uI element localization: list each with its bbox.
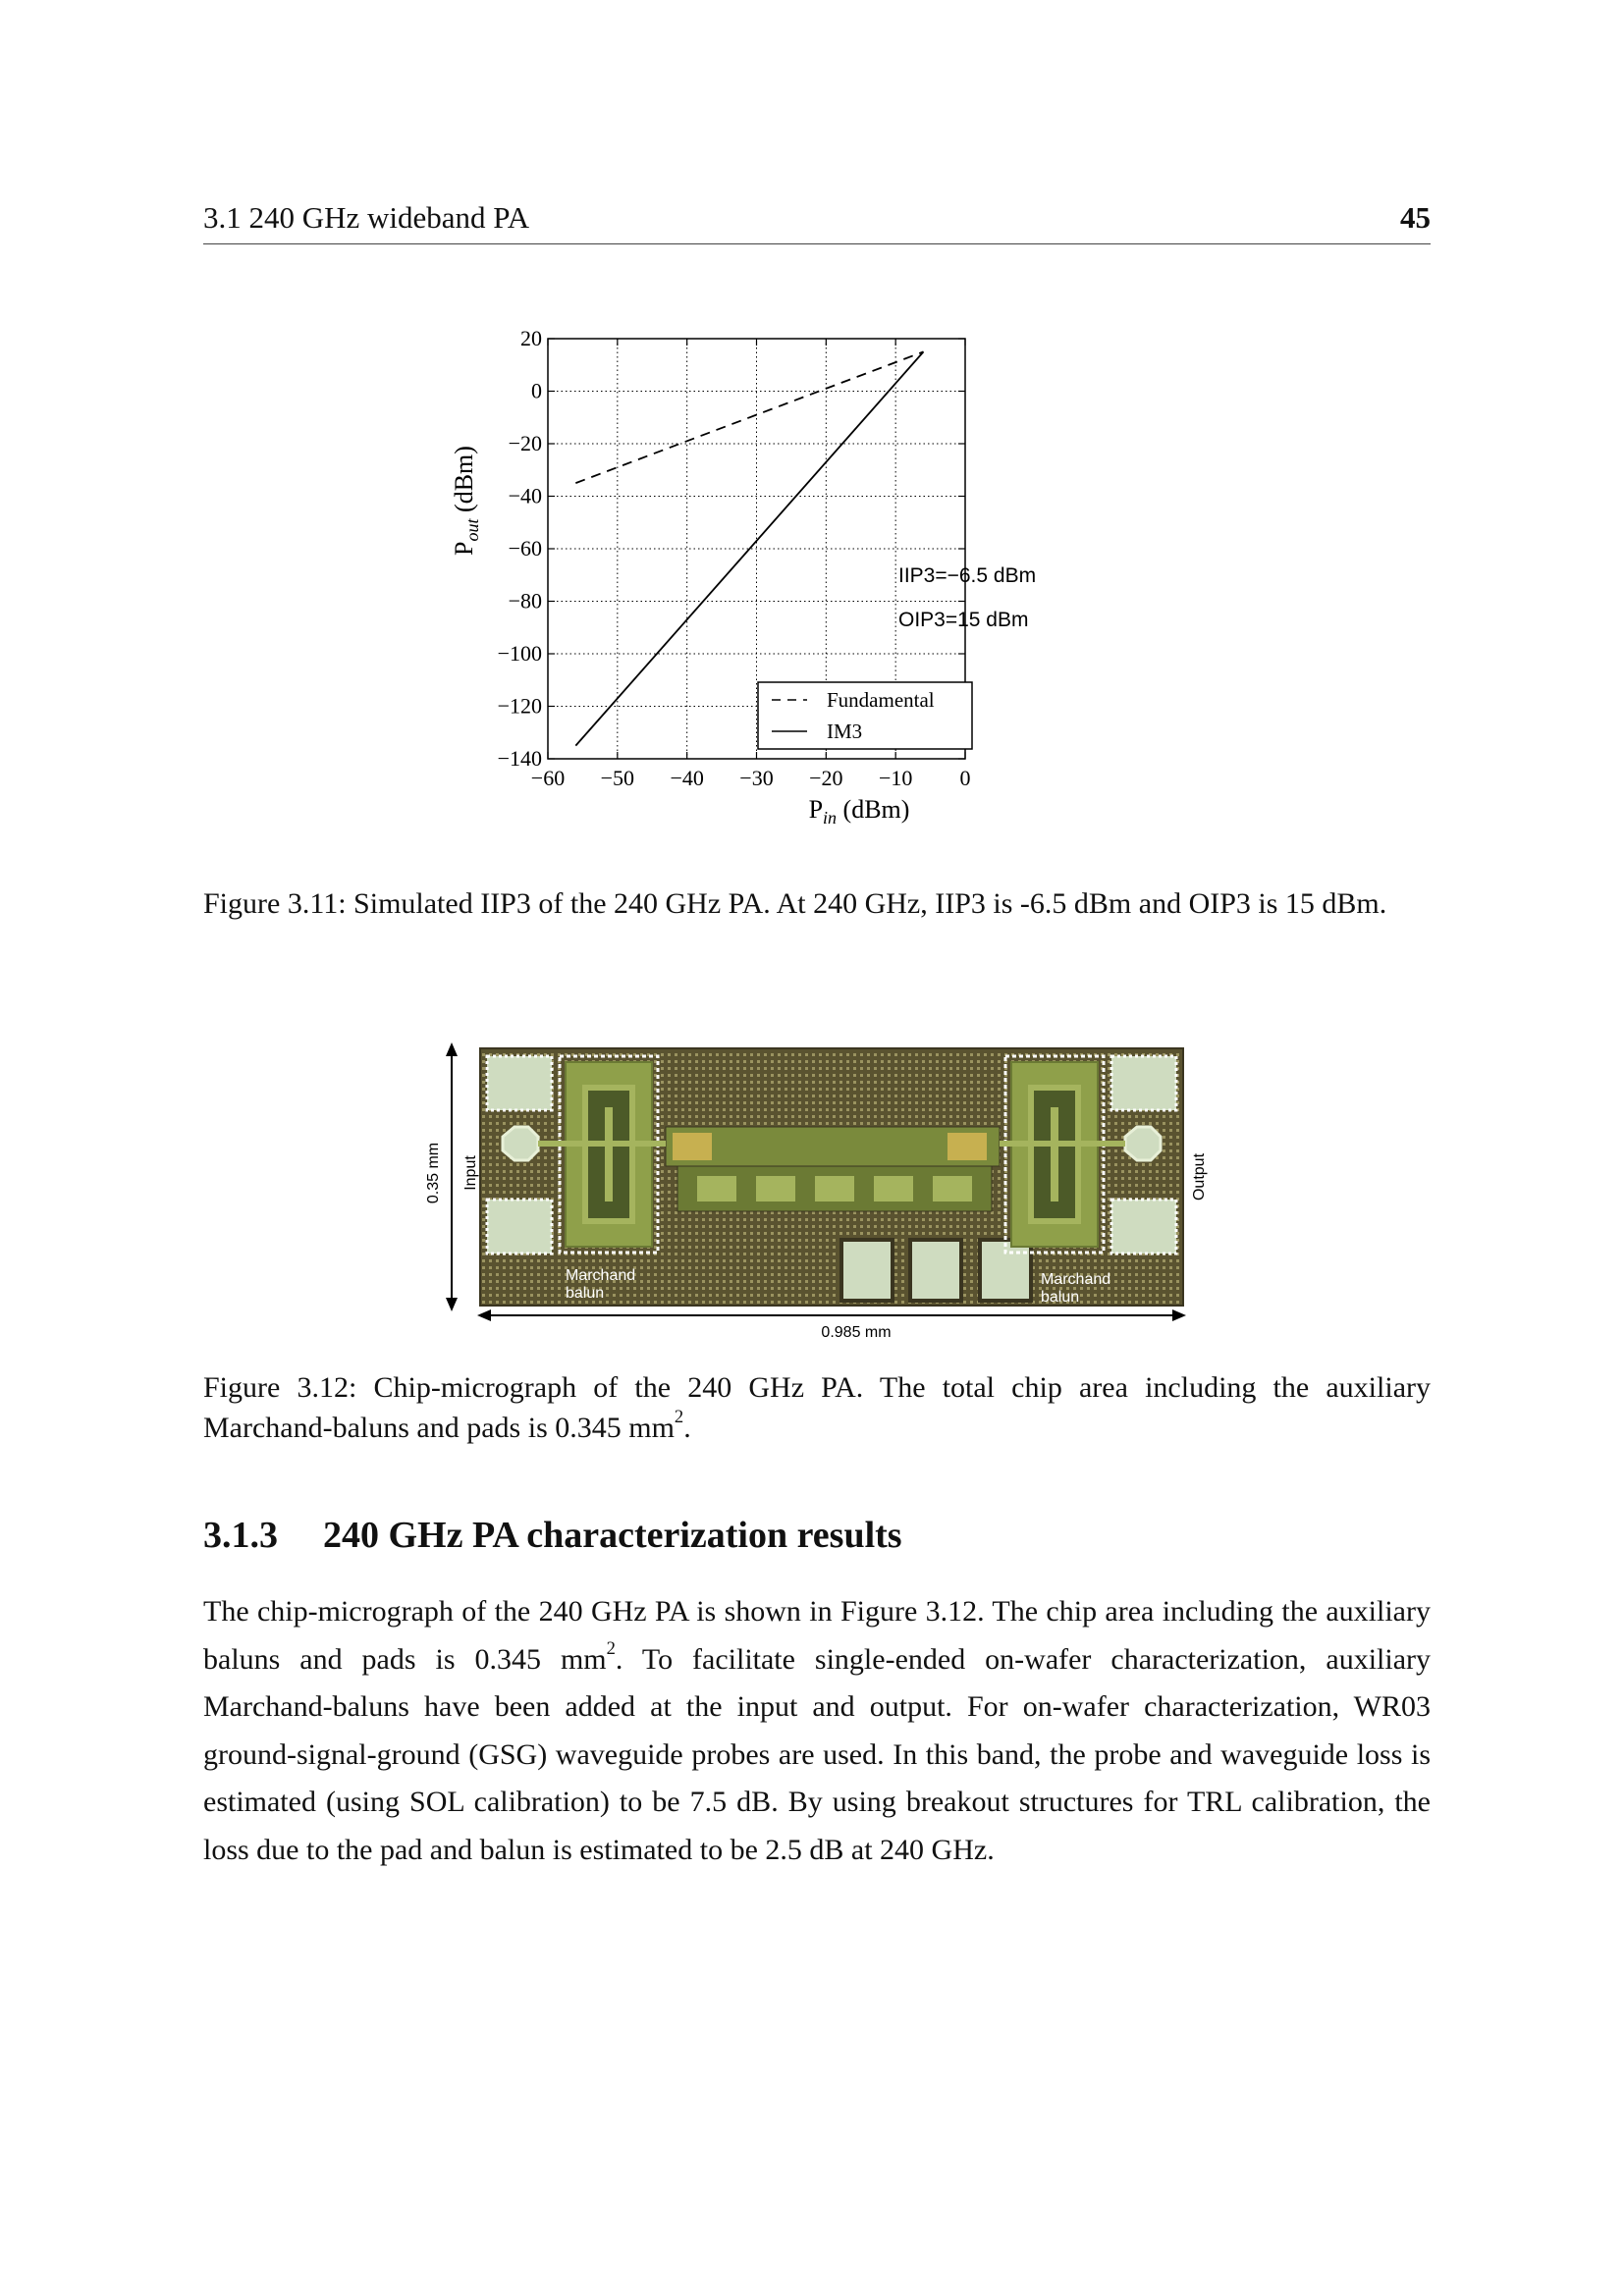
width-label: 0.985 mm xyxy=(821,1324,892,1341)
chart-legend xyxy=(758,682,972,749)
pad-left-top xyxy=(487,1056,552,1110)
annotation-oip3: OIP3=15 dBm xyxy=(898,609,1029,631)
x-tick-label: −50 xyxy=(600,766,635,790)
x-axis-label: $P_{in}$ (dBm) xyxy=(808,795,910,828)
balun-left-label-1: Marchand xyxy=(566,1267,636,1284)
y-tick-label: 0 xyxy=(531,378,542,403)
dc-pad-1 xyxy=(841,1240,893,1301)
y-tick-label: −60 xyxy=(508,536,542,561)
section-number: 3.1.3 xyxy=(203,1515,278,1556)
figure-3-11-caption: Figure 3.11: Simulated IIP3 of the 240 GHz PA. At 240 GHz, IIP3 is -6.5 dBm and OIP3 is 15 dBm. xyxy=(203,887,1387,920)
x-tick-label: −10 xyxy=(878,766,913,790)
section-heading xyxy=(203,1514,902,1557)
figure-3-12-caption-end: . xyxy=(683,1412,691,1444)
balun-right-label-1: Marchand xyxy=(1041,1271,1111,1288)
header-section-title: 3.1 240 GHz wideband PA xyxy=(203,200,530,235)
y-tick-label: −80 xyxy=(508,588,542,614)
pad-right-bottom xyxy=(1111,1200,1176,1254)
x-tick-label: −30 xyxy=(739,766,774,790)
legend-label-im3: IM3 xyxy=(827,720,863,743)
page-number: 45 xyxy=(1400,200,1431,235)
chip-micrograph-figure xyxy=(412,1039,1218,1355)
y-tick-label: −100 xyxy=(497,641,542,666)
dc-pad-3 xyxy=(980,1240,1031,1301)
balun-left xyxy=(560,1056,658,1253)
body-paragraph xyxy=(203,1588,1431,1874)
y-tick-label: 20 xyxy=(520,326,542,350)
figure-3-12-caption xyxy=(203,1367,1431,1448)
width-dimension xyxy=(477,1309,1186,1341)
pad-left-bottom xyxy=(487,1200,552,1254)
iip3-chart xyxy=(422,314,1208,844)
output-label: Output xyxy=(1191,1152,1208,1201)
section-title: 240 GHz PA characterization results xyxy=(323,1515,902,1556)
y-tick-label: −40 xyxy=(508,483,542,508)
pad-right-signal xyxy=(1125,1127,1161,1160)
body-paragraph-part1: The chip-micrograph of the 240 GHz PA is shown in Figure 3.12. The chip area including the auxiliary baluns and pads is 0.345 mm xyxy=(203,1595,1431,1676)
legend-label-fundamental: Fundamental xyxy=(827,688,935,712)
series-line-fundamental xyxy=(575,351,923,483)
x-tick-label: −60 xyxy=(530,766,566,790)
body-paragraph-superscript: 2 xyxy=(606,1637,616,1659)
figure-3-12-caption-text: Figure 3.12: Chip-micrograph of the 240 GHz PA. The total chip area including the auxiliary Marchand-baluns and pads is 0.345 mm xyxy=(203,1371,1431,1444)
dc-pad-2 xyxy=(910,1240,961,1301)
annotation-iip3: IIP3=−6.5 dBm xyxy=(898,564,1037,587)
x-tick-label: −40 xyxy=(670,766,704,790)
figure-3-12-caption-superscript: 2 xyxy=(674,1407,684,1428)
height-label: 0.35 mm xyxy=(425,1142,442,1204)
balun-left-label-2: balun xyxy=(566,1285,605,1302)
body-paragraph-part2: . To facilitate single-ended on-wafer characterization, auxiliary Marchand-baluns have been added at the input and output. For on-wafer characterization, WR03 ground-signal-ground (GSG) waveguide probes are used. In this band, the probe and waveguide loss is estimated (using SOL calibration) to be 7.5 dB. By using breakout structures for TRL calibration, the loss due to the pad and balun is estimated to be 2.5 dB at 240 GHz. xyxy=(203,1642,1432,1866)
x-tick-label: 0 xyxy=(959,766,971,790)
pad-right-top xyxy=(1111,1056,1176,1110)
balun-right-label-2: balun xyxy=(1041,1289,1080,1306)
x-tick-label: −20 xyxy=(809,766,843,790)
chip-die xyxy=(480,1048,1183,1306)
height-dimension xyxy=(425,1042,458,1311)
y-tick-label: −140 xyxy=(497,746,542,771)
y-tick-label: −120 xyxy=(497,693,542,719)
pad-left-signal xyxy=(503,1127,538,1160)
y-axis-label: $P_{out}$ (dBm) xyxy=(450,446,482,556)
running-header xyxy=(203,194,1431,244)
input-label: Input xyxy=(462,1155,479,1191)
y-tick-label: −20 xyxy=(508,431,542,455)
balun-right xyxy=(1005,1056,1104,1253)
